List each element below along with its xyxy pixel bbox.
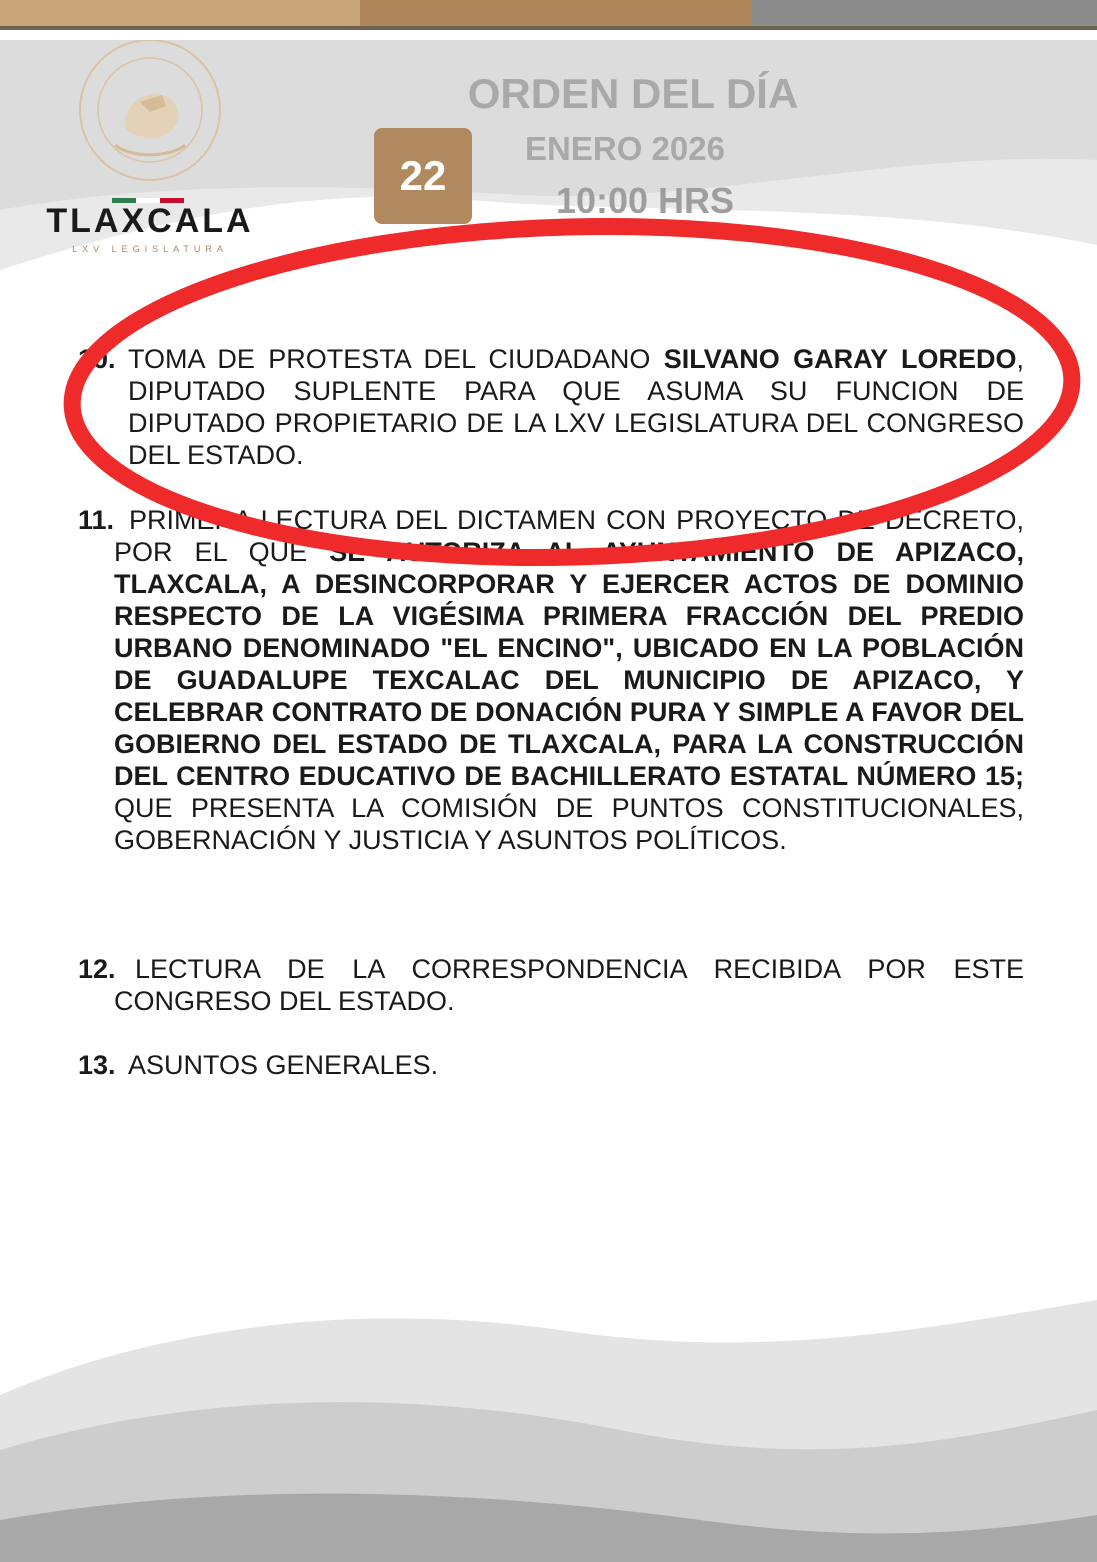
item-text (128, 343, 1024, 471)
session-time: 10:00 HRS (555, 180, 735, 221)
page-title: ORDEN DEL DÍA (467, 70, 799, 117)
item-text-part: QUE PRESENTA LA COMISIÓN DE PUNTOS CONSTITUCIONALES, GOBERNACIÓN Y JUSTICIA Y ASUNTOS POLÍTICOS. (114, 793, 1024, 855)
item-text (114, 953, 1024, 1017)
item-text-part: LECTURA DE LA CORRESPONDENCIA RECIBIDA POR ESTE CONGRESO DEL ESTADO. (114, 954, 1024, 1016)
logo-title: TLAXCALA (46, 202, 254, 240)
item-number: 11. (78, 505, 115, 535)
congress-logo (40, 40, 260, 270)
logo-subtitle: LXV LEGISLATURA (72, 244, 228, 254)
item-text-part: SE AUTORIZA AL AYUNTAMIENTO DE APIZACO, TLAXCALA, A DESINCORPORAR Y EJERCER ACTOS DE DOMINIO RESPECTO DE LA VIGÉSIMA PRIMERA FRACCIÓN DEL PREDIO URBANO DENOMINADO "EL ENCINO", UBICADO EN LA POBLACIÓN DE GUADALUPE TEXCALAC DEL MUNICIPIO DE APIZACO, Y CELEBRAR CONTRATO DE DONACIÓN PURA Y SIMPLE A FAVOR DEL GOBIERNO DEL ESTADO DE TLAXCALA, PARA LA CONSTRUCCIÓN DEL CENTRO EDUCATIVO DE BACHILLERATO ESTATAL NÚMERO 15; (114, 537, 1024, 791)
national-seal-icon (70, 40, 230, 190)
item-number: 12. (78, 954, 116, 984)
item-text-part: , DIPUTADO SUPLENTE PARA QUE ASUMA SU FUNCION DE DIPUTADO PROPIETARIO DE LA LXV LEGISLATURA DEL CONGRESO DEL ESTADO. (128, 344, 1025, 470)
item-text-part: ASUNTOS GENERALES. (128, 1050, 439, 1080)
item-text-part: TOMA DE PROTESTA DEL CIUDADANO (128, 344, 664, 374)
item-number: 10. (78, 344, 116, 374)
item-text-part: PRIMERA LECTURA DEL DICTAMEN CON PROYECTO DE DECRETO, POR EL QUE (114, 505, 1024, 567)
item-text (114, 504, 1024, 856)
item-number: 13. (78, 1050, 116, 1080)
item-text (128, 1049, 1024, 1081)
day-badge: 22 (374, 128, 472, 224)
month-year: ENERO 2026 (525, 130, 725, 167)
item-text-part: SILVANO GARAY LOREDO (663, 344, 1017, 374)
